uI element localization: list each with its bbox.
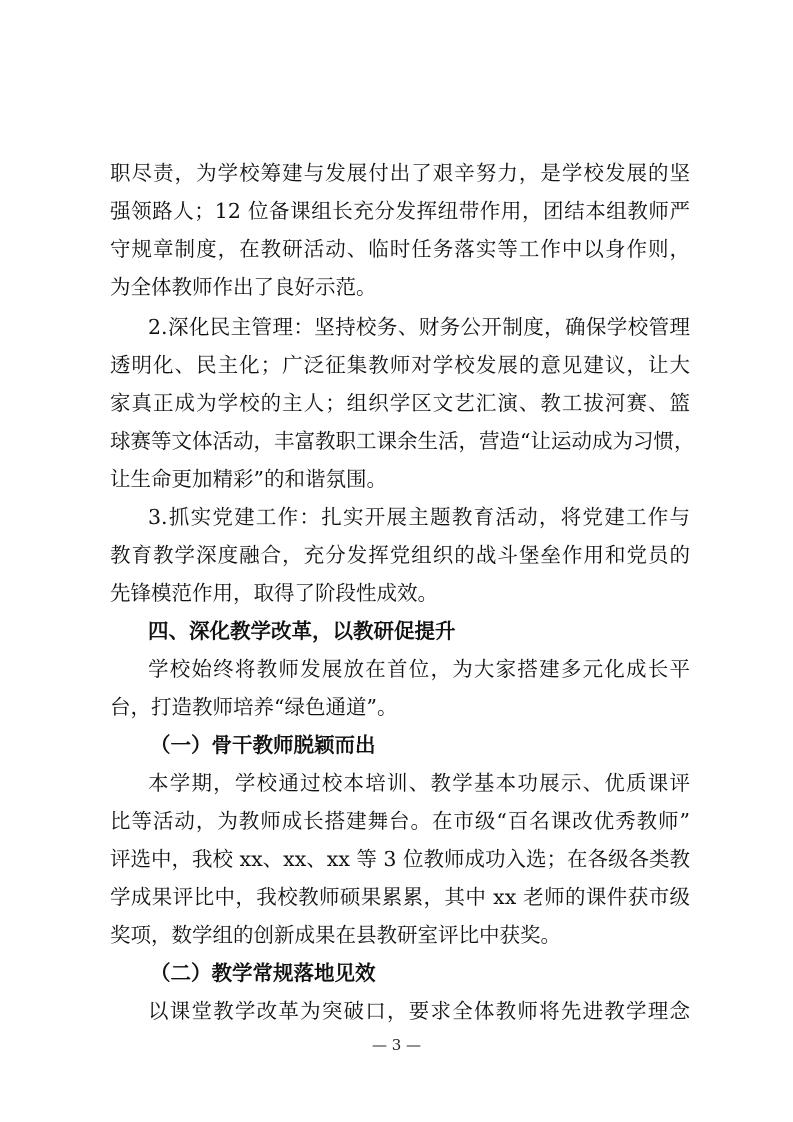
subsection-heading: （二）教学常规落地见效	[150, 961, 376, 985]
body-line: 让生命更加精彩”的和谐氛围。	[110, 467, 387, 491]
body-line: 以课堂教学改革为突破口，要求全体教师将先进教学理念	[148, 999, 690, 1023]
body-line: 先锋模范作用，取得了阶段性成效。	[110, 581, 438, 605]
body-line: 强领路人；12 位备课组长充分发挥纽带作用，团结本组教师严	[110, 199, 690, 223]
body-line: 球赛等文体活动，丰富教职工课余生活，营造“让运动成为习惯，	[110, 429, 695, 453]
body-line: 奖项，数学组的创新成果在县教研室评比中获奖。	[110, 923, 561, 947]
body-line: 教育教学深度融合，充分发挥党组织的战斗堡垒作用和党员的	[110, 543, 690, 567]
body-line: 透明化、民主化；广泛征集教师对学校发展的意见建议，让大	[110, 353, 690, 377]
body-line: 守规章制度，在教研活动、临时任务落实等工作中以身作则，	[110, 237, 690, 261]
body-line: 3.抓实党建工作：扎实开展主题教育活动，将党建工作与	[148, 505, 690, 529]
section-heading: 四、深化教学改革，以教研促提升	[148, 619, 456, 643]
body-line: 本学期，学校通过校本培训、教学基本功展示、优质课评	[148, 771, 690, 795]
body-line: 职尽责，为学校筹建与发展付出了艰辛努力，是学校发展的坚	[110, 161, 690, 185]
subsection-heading: （一）骨干教师脱颖而出	[150, 733, 376, 757]
body-line: 评选中，我校 xx、xx、xx 等 3 位教师成功入选；在各级各类教	[110, 847, 690, 871]
page-number: — 3 —	[371, 1036, 422, 1054]
body-line: 学成果评比中，我校教师硕果累累，其中 xx 老师的课件获市级	[110, 885, 690, 909]
body-line: 台，打造教师培养“绿色通道”。	[110, 695, 398, 719]
body-line: 为全体教师作出了良好示范。	[110, 275, 377, 299]
body-line: 家真正成为学校的主人；组织学区文艺汇演、教工拔河赛、篮	[110, 391, 690, 415]
body-line: 比等活动，为教师成长搭建舞台。在市级“百名课改优秀教师”	[110, 809, 690, 833]
body-line: 学校始终将教师发展放在首位，为大家搭建多元化成长平	[148, 657, 690, 681]
body-line: 2.深化民主管理：坚持校务、财务公开制度，确保学校管理	[148, 315, 690, 339]
